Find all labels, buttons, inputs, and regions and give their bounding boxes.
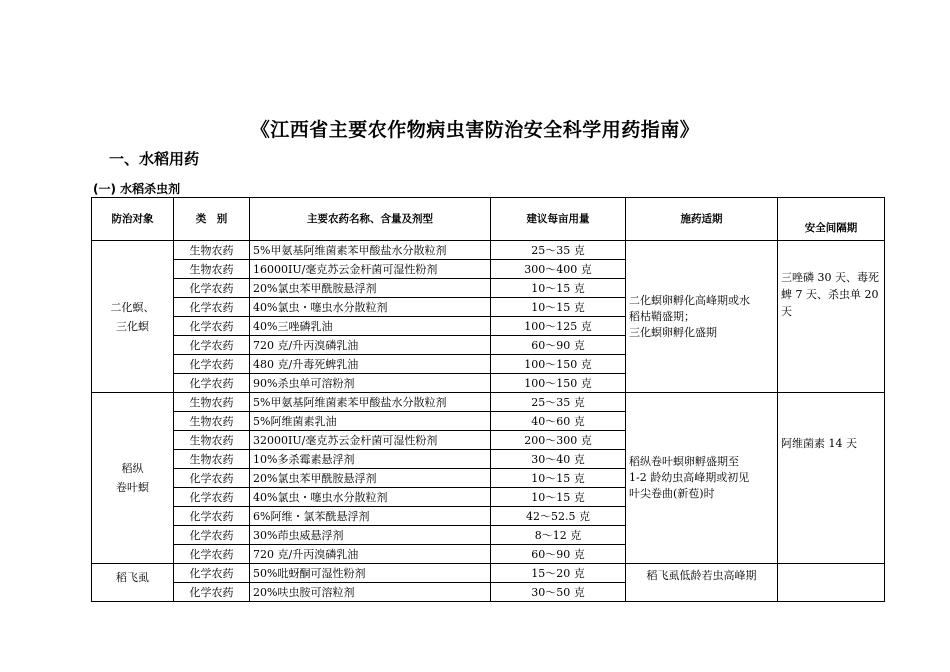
cell-pesticide-name: 5%甲氨基阿维菌素苯甲酸盐水分散粒剂 (250, 241, 491, 260)
cell-category: 化学农药 (174, 317, 250, 336)
header-pesticide-name: 主要农药名称、含量及剂型 (250, 198, 491, 241)
interval-line: 天 (781, 305, 792, 318)
cell-category: 化学农药 (174, 279, 250, 298)
cell-dose: 30～40 克 (491, 450, 626, 469)
cell-dose: 10～15 克 (491, 279, 626, 298)
cell-category: 化学农药 (174, 526, 250, 545)
header-timing: 施药适期 (626, 198, 778, 241)
cell-pesticide-name: 5%甲氨基阿维菌素苯甲酸盐水分散粒剂 (250, 393, 491, 412)
cell-category: 生物农药 (174, 241, 250, 260)
cell-dose: 42～52.5 克 (491, 507, 626, 526)
cell-pesticide-name: 5%阿维菌素乳油 (250, 412, 491, 431)
pest-line: 稻纵 (121, 462, 144, 475)
cell-safety-interval (778, 393, 885, 564)
cell-dose: 15～20 克 (491, 564, 626, 583)
cell-pesticide-name: 480 克/升毒死蜱乳油 (250, 355, 491, 374)
header-safety-interval: 安全间隔期 (778, 198, 885, 241)
cell-pesticide-name: 90%杀虫单可溶粉剂 (250, 374, 491, 393)
cell-category: 化学农药 (174, 374, 250, 393)
section-heading: 一、水稻用药 (109, 150, 200, 168)
cell-category: 化学农药 (174, 298, 250, 317)
cell-pesticide-name: 20%氯虫苯甲酰胺悬浮剂 (250, 279, 491, 298)
header-dose: 建议每亩用量 (491, 198, 626, 241)
cell-category: 化学农药 (174, 488, 250, 507)
pest-line: 二化螟、 (110, 300, 155, 314)
cell-dose: 10～15 克 (491, 469, 626, 488)
table-row (92, 564, 885, 583)
cell-dose: 10～15 克 (491, 488, 626, 507)
cell-pesticide-name: 32000IU/毫克苏云金杆菌可湿性粉剂 (250, 431, 491, 450)
document-title: 《江西省主要农作物病虫害防治安全科学用药指南》 (250, 119, 700, 141)
interval-line: 三唑磷 30 天、毒死 (781, 271, 879, 284)
cell-dose: 40～60 克 (491, 412, 626, 431)
cell-pesticide-name: 20%呋虫胺可溶粒剂 (250, 583, 491, 602)
cell-category: 化学农药 (174, 583, 250, 602)
cell-category: 化学农药 (174, 355, 250, 374)
cell-dose: 25～35 克 (491, 241, 626, 260)
header-category: 类 别 (174, 198, 250, 241)
cell-category: 化学农药 (174, 336, 250, 355)
cell-category: 生物农药 (174, 412, 250, 431)
cell-dose: 60～90 克 (491, 545, 626, 564)
cell-dose: 8～12 克 (491, 526, 626, 545)
cell-pesticide-name: 720 克/升丙溴磷乳油 (250, 336, 491, 355)
interval-line: 阿维菌素 14 天 (781, 437, 857, 450)
timing-line: 三化螟卵孵化盛期 (629, 325, 717, 339)
cell-category: 化学农药 (174, 564, 250, 583)
pesticide-table (91, 197, 885, 602)
cell-category: 生物农药 (174, 260, 250, 279)
cell-dose: 100～125 克 (491, 317, 626, 336)
cell-pesticide-name: 40%氯虫・噻虫水分散粒剂 (250, 298, 491, 317)
cell-pesticide-name: 20%氯虫苯甲酰胺悬浮剂 (250, 469, 491, 488)
cell-category: 化学农药 (174, 545, 250, 564)
cell-pest (92, 564, 174, 602)
cell-pesticide-name: 50%吡蚜酮可湿性粉剂 (250, 564, 491, 583)
cell-pest (92, 393, 174, 564)
cell-safety-interval (778, 564, 885, 602)
cell-category: 化学农药 (174, 507, 250, 526)
timing-line: 1-2 龄幼虫高峰期或初见 (629, 471, 750, 484)
subsection-heading: (一) 水稻杀虫剂 (93, 182, 181, 196)
cell-pesticide-name: 40%氯虫・噻虫水分散粒剂 (250, 488, 491, 507)
cell-dose: 100～150 克 (491, 374, 626, 393)
timing-line: 稻飞虱低龄若虫高峰期 (646, 569, 757, 582)
cell-dose: 25～35 克 (491, 393, 626, 412)
cell-pest (92, 241, 174, 393)
cell-pesticide-name: 16000IU/毫克苏云金杆菌可湿性粉剂 (250, 260, 491, 279)
cell-safety-interval (778, 241, 885, 393)
timing-line: 稻纵卷叶螟卵孵盛期至 (629, 455, 739, 468)
pest-line: 三化螟 (116, 319, 149, 333)
cell-category: 生物农药 (174, 431, 250, 450)
cell-category: 生物农药 (174, 450, 250, 469)
timing-line: 二化螟卵孵化高峰期或水 (629, 293, 750, 307)
cell-dose: 10～15 克 (491, 298, 626, 317)
table-header-row (92, 198, 885, 241)
cell-pesticide-name: 30%茚虫威悬浮剂 (250, 526, 491, 545)
cell-timing (626, 564, 778, 602)
table-row (92, 241, 885, 260)
cell-dose: 30～50 克 (491, 583, 626, 602)
cell-pesticide-name: 40%三唑磷乳油 (250, 317, 491, 336)
cell-dose: 60～90 克 (491, 336, 626, 355)
cell-pesticide-name: 720 克/升丙溴磷乳油 (250, 545, 491, 564)
pest-line: 卷叶螟 (116, 481, 149, 494)
cell-dose: 200～300 克 (491, 431, 626, 450)
cell-dose: 100～150 克 (491, 355, 626, 374)
cell-dose: 300～400 克 (491, 260, 626, 279)
pest-line: 稻飞虱 (116, 571, 149, 584)
header-pest: 防治对象 (92, 198, 174, 241)
cell-pesticide-name: 10%多杀霉素悬浮剂 (250, 450, 491, 469)
table-row (92, 393, 885, 412)
interval-line: 蜱 7 天、杀虫单 20 (781, 288, 879, 301)
cell-category: 化学农药 (174, 469, 250, 488)
cell-pesticide-name: 6%阿维・氯苯酰悬浮剂 (250, 507, 491, 526)
cell-timing (626, 241, 778, 393)
timing-line: 稻枯鞘盛期； (629, 309, 695, 323)
cell-category: 生物农药 (174, 393, 250, 412)
timing-line: 叶尖卷曲(新苞)时 (629, 487, 715, 500)
cell-timing (626, 393, 778, 564)
